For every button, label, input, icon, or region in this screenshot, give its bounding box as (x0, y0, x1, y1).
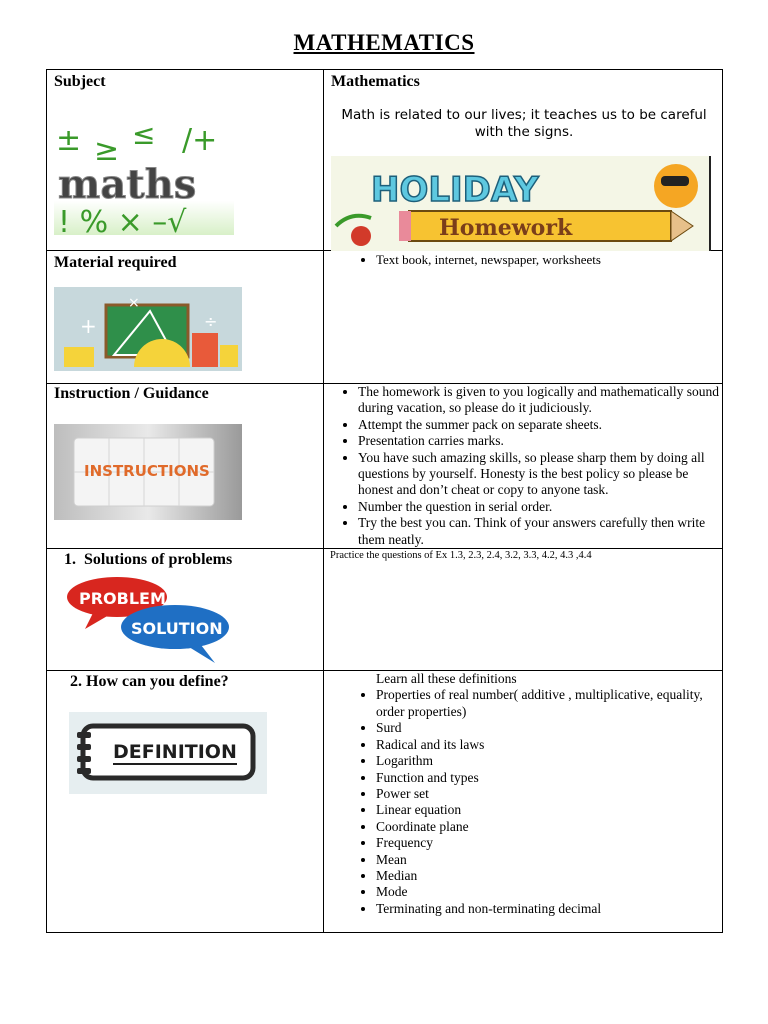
solutions-text: Practice the questions of Ex 1.3, 2.3, 2.4, 3.2, 3.3, 4.2, 4.3 ,4.4 (330, 550, 592, 562)
list-item: • Radical and its laws (376, 737, 722, 753)
define-list (324, 687, 722, 917)
problem-solution-image (65, 573, 235, 667)
page-title: MATHEMATICS (293, 30, 475, 55)
list-item: • Median (376, 868, 722, 884)
subject-row (47, 70, 723, 251)
maths-word: maths (58, 161, 197, 208)
maths-image (54, 120, 234, 235)
define-intro: Learn all these definitions (376, 671, 517, 687)
list-item: • Properties of real number( additive , multiplicative, equality, order properties) (376, 687, 722, 720)
material-list (324, 252, 722, 268)
homework-table (46, 69, 723, 933)
definition-graphic (69, 712, 267, 794)
material-row (47, 251, 723, 384)
list-item: • Text book, internet, newspaper, worksheets (376, 252, 722, 268)
list-item: • Number the question in serial order. (358, 499, 722, 515)
greater-equal-symbol: ≥ (94, 133, 120, 168)
bottom-symbols: ! % × –√ (58, 205, 187, 235)
subject-value-cell (324, 70, 723, 251)
banner-holiday-text: HOLIDAY (371, 170, 539, 210)
list-item: • Coordinate plane (376, 819, 722, 835)
list-item: • Logarithm (376, 753, 722, 769)
define-number: 2. (70, 673, 82, 691)
solutions-number: 1. (64, 551, 76, 569)
less-equal-symbol: ≤ (132, 120, 156, 151)
instructions-word: INSTRUCTIONS (84, 462, 210, 480)
holiday-banner-graphic (331, 156, 709, 251)
instruction-row (47, 384, 723, 549)
define-row (47, 671, 723, 933)
list-item: • Presentation carries marks. (358, 433, 722, 449)
list-item: • You have such amazing skills, so please sharp them by doing all questions by yourself. Honesty is the best policy so please be honest and don’t cheat or copy to anyone task. (358, 450, 722, 499)
material-image (54, 287, 242, 371)
holiday-homework-banner (331, 156, 711, 251)
list-item: • Power set (376, 786, 722, 802)
solutions-label (64, 551, 232, 569)
calculator-icon (192, 333, 218, 367)
define-label-cell (47, 671, 324, 933)
banner-homework-text: Homework (439, 215, 573, 241)
list-item: • Linear equation (376, 802, 722, 818)
subject-description: Math is related to our lives; it teaches us to be careful with the signs. (341, 107, 707, 140)
solutions-label-cell (47, 549, 324, 671)
list-item: • Function and types (376, 770, 722, 786)
list-item: • Try the best you can. Think of your answers carefully then write them neatly. (358, 515, 722, 548)
list-item: • Surd (376, 720, 722, 736)
svg-text:÷: ÷ (204, 312, 218, 331)
instruction-value-cell (324, 384, 723, 549)
list-item: • Terminating and non-terminating decimal (376, 901, 722, 917)
svg-text:+: + (80, 314, 97, 338)
material-label: Material required (54, 254, 177, 271)
solutions-label-text: Solutions of problems (84, 551, 233, 569)
list-item: • Mean (376, 852, 722, 868)
solutions-row (47, 549, 723, 671)
list-item: • Attempt the summer pack on separate sheets. (358, 417, 722, 433)
define-value-cell (324, 671, 723, 933)
list-item: • Frequency (376, 835, 722, 851)
subject-label-cell (47, 70, 324, 251)
speech-bubbles-graphic (65, 573, 235, 667)
subject-label: Subject (54, 73, 106, 90)
divide-plus-symbol: /+ (182, 123, 218, 158)
geometry-tools-graphic (54, 287, 242, 371)
define-label-text: How can you define? (86, 673, 229, 691)
instruction-label: Instruction / Guidance (54, 385, 209, 402)
material-label-cell (47, 251, 324, 384)
define-label (70, 673, 229, 691)
problem-word: PROBLEM (79, 589, 166, 609)
definition-image (69, 712, 267, 794)
definition-word: DEFINITION (113, 741, 237, 764)
instructions-image (54, 424, 242, 520)
maths-symbols-graphic (54, 120, 234, 235)
solutions-value-cell (324, 549, 723, 671)
plus-minus-symbol: ± (56, 123, 82, 158)
svg-text:×: × (128, 295, 140, 311)
puzzle-graphic (54, 424, 242, 520)
solution-word: SOLUTION (131, 619, 223, 639)
subject-value-heading: Mathematics (331, 73, 420, 90)
instruction-list (324, 384, 722, 548)
apple-icon (351, 226, 371, 246)
instruction-label-cell (47, 384, 324, 549)
list-item: • Mode (376, 884, 722, 900)
material-value-cell (324, 251, 723, 384)
list-item: • The homework is given to you logically and mathematically sound during vacation, so please do it judiciously. (358, 384, 722, 417)
